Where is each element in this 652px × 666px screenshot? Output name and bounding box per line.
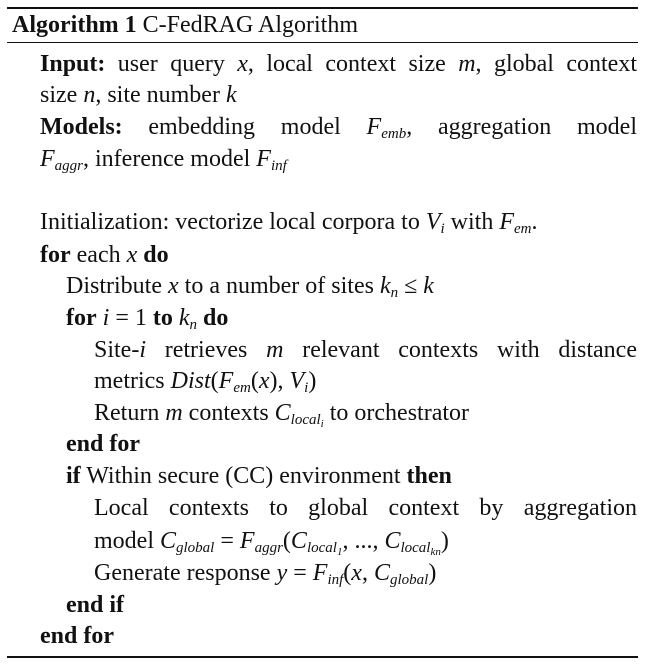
algorithm-label: Algorithm 1 bbox=[12, 12, 137, 38]
then-keyword: then bbox=[406, 463, 452, 489]
caption-rule bbox=[7, 42, 638, 43]
algorithm-name: C-FedRAG Algorithm bbox=[142, 12, 358, 38]
line-end-for-inner: end for bbox=[66, 431, 140, 457]
line-end-for-outer: end for bbox=[40, 623, 114, 649]
line-initialization: Initialization: vectorize local corpora to $V_i$ with $F_{em}$. bbox=[40, 209, 538, 237]
if-keyword: if bbox=[66, 463, 81, 489]
line-generate: Generate response $y = F_{inf}(x$, $C_{global}$) bbox=[94, 560, 437, 588]
line-if: if Within secure (CC) environment then bbox=[66, 463, 452, 489]
line-metrics: metrics $Dist(F_{em}(x)$, $V_i$) bbox=[94, 368, 317, 396]
line-input-cont: size n, site number k bbox=[40, 82, 237, 108]
line-for-each: for each x do bbox=[40, 242, 169, 268]
to-keyword: to bbox=[152, 305, 173, 331]
line-return: Return m contexts $C_{local_i}$ to orchestrator bbox=[94, 400, 470, 430]
do-keyword: do bbox=[143, 242, 169, 268]
for-keyword: for bbox=[40, 242, 71, 268]
input-keyword: Input: bbox=[40, 51, 106, 77]
algorithm-caption bbox=[12, 11, 358, 39]
line-site-retrieves: Site-i retrieves m relevant contexts with distance bbox=[94, 337, 637, 363]
line-input: Input: user query x, local context size m, global context bbox=[40, 51, 637, 77]
do-keyword: do bbox=[203, 305, 229, 331]
line-models-cont: $F_{aggr}$, inference model $F_{inf}$ bbox=[40, 146, 287, 174]
line-for-i: for i = 1 to $k_n$ do bbox=[66, 305, 229, 333]
models-keyword: Models: bbox=[40, 114, 123, 140]
bottom-rule bbox=[7, 656, 638, 658]
line-distribute: Distribute x to a number of sites $k_n \le k$ bbox=[66, 273, 434, 301]
line-end-if: end if bbox=[66, 592, 125, 618]
line-model-cglobal: model $C_{global} = F_{aggr}(C_{local_1}$, ..., $C_{local_{kn}}$) bbox=[94, 528, 449, 558]
for-keyword: for bbox=[66, 305, 97, 331]
line-models: Models: embedding model $F_{emb}$, aggregation model bbox=[40, 114, 637, 142]
top-rule bbox=[7, 7, 638, 9]
line-local-contexts: Local contexts to global context by aggregation bbox=[94, 495, 637, 521]
